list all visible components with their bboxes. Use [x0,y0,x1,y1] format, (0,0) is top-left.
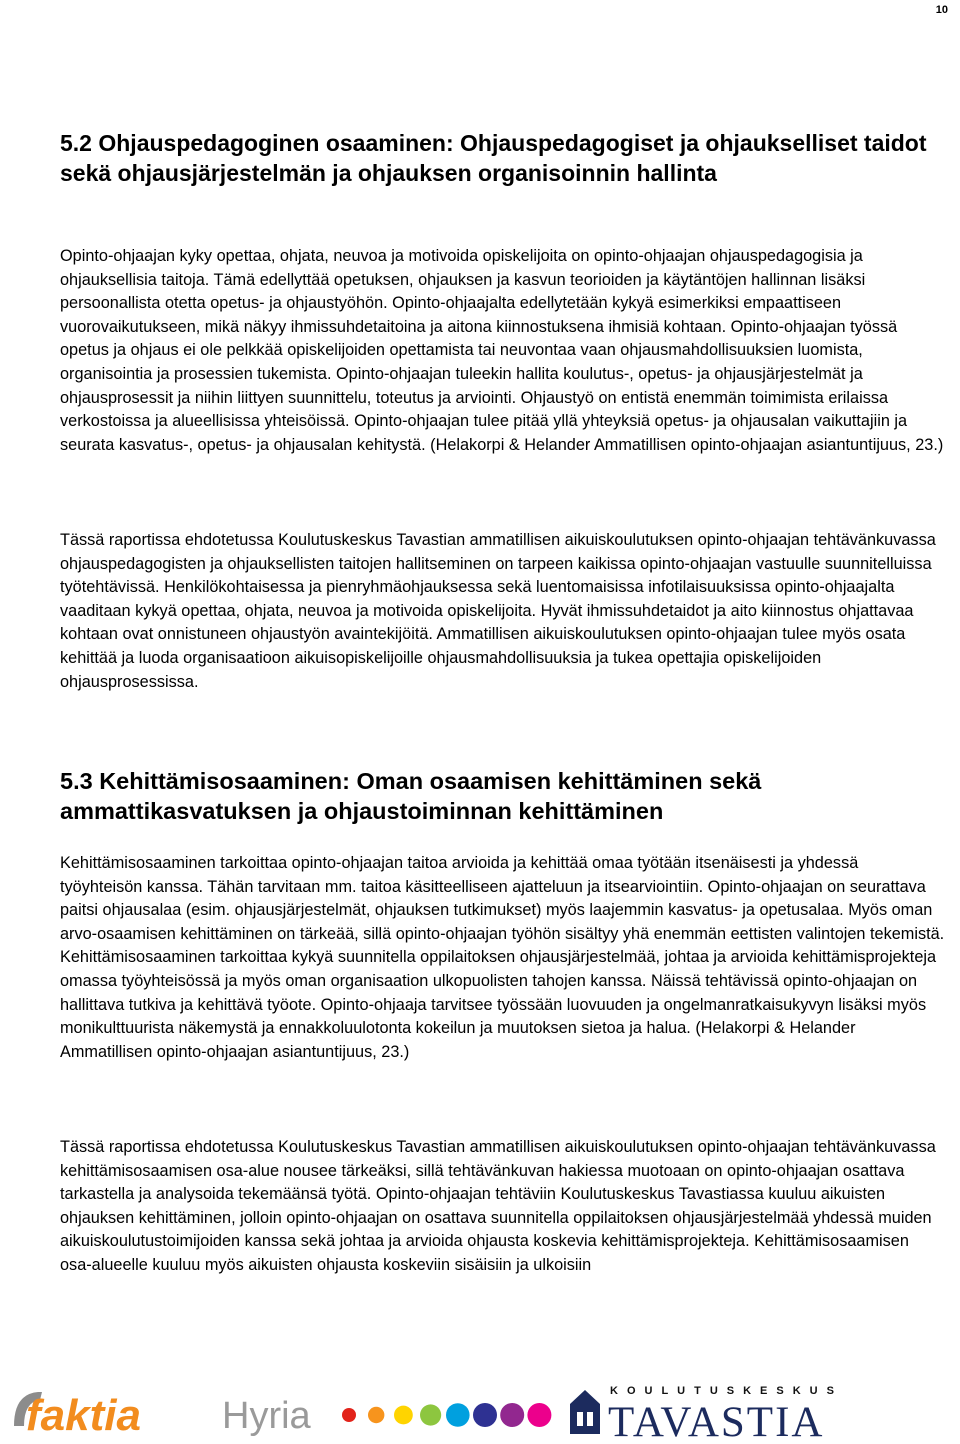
section-heading-5-2: 5.2 Ohjauspedagoginen osaaminen: Ohjauspedagogiset ja ohjaukselliset taidot sekä ohjausjärjestelmän ja ohjauksen organisoinnin hallinta [60,130,927,186]
hyria-dot [394,1406,413,1425]
hyria-wordmark: Hyria [222,1395,311,1437]
paragraph: Tässä raportissa ehdotetussa Koulutuskeskus Tavastian ammatillisen aikuiskoulutuksen opinto-ohjaajan tehtävänkuvassa kehittämisosaamisen osa-alue nousee tärkeäksi, sillä tehtävänkuvan hakiessa muotoaan on opinto-ohjaajan osattava tarkastella ja analysoida tekemäänsä työtä. Opinto-ohjaajan tehtäviin Koulutuskeskus Tavastiassa kuuluu aikuisten ohjauksen kehittäminen, jolloin opinto-ohjaajan on osattava suunnitella oppilaitoksen ohjausjärjestelmää yhdessä muiden aikuiskoulutustoimijoiden kanssa sekä johtaa ja arvioida ohjausta koskevia kehittämisprojekteja. Kehittämisosaamisen osa-alueelle kuuluu myös aikuisten ohjausta koskeviin sisäisiin ja ulkoisiin [60,1138,936,1274]
hyria-dot [342,1408,356,1422]
tavastia-subtitle: KOULUTUSKESKUS [610,1385,843,1397]
hyria-dot [368,1407,384,1423]
hyria-dot [527,1403,551,1427]
faktia-wordmark: faktia [26,1391,141,1436]
hyria-dot [420,1404,441,1425]
tavastia-logo [568,1380,960,1442]
section-heading-5-3: 5.3 Kehittämisosaaminen: Oman osaamisen kehittäminen sekä ammattikasvatuksen ja ohjaustoiminnan kehittäminen [60,768,762,824]
tavastia-wordmark: TAVASTIA [608,1399,825,1442]
hyria-logo [222,1388,552,1438]
hyria-dot [500,1403,524,1427]
hyria-dot [446,1403,470,1427]
paragraph: Kehittämisosaaminen tarkoittaa opinto-ohjaajan taitoa arvioida ja kehittää omaa työtään itsenäisesti ja yhdessä työyhteisön kanssa. Tähän tarvitaan mm. taitoa käsitteelliseen ajatteluun ja itsearviointiin. Opinto-ohjaajan on seurattava paitsi ohjausalaa (esim. ohjausjärjestelmät, ohjauksen tutkimukset) myös laajemmin kasvatus- ja opetusalaa. Myös oman arvo-osaamisen kehittäminen on tärkeää, sillä opinto-ohjaajan työhön sisältyy yhä enemmän eettisten valintojen tekemistä. Kehittämisosaaminen tarkoittaa kykyä suunnitella oppilaitoksen ohjausjärjestelmää, johtaa ja arvioida kehittämisprojekteja omassa työyhteisössä ja myös oman organisaation ulkopuolisten tahojen kanssa. Näissä tehtävissä opinto-ohjaajan on hallittava tutkiva ja kehittävä työote. Opinto-ohjaaja tarvitsee työssään luovuuden ja ongelmanratkaisukyvyn lisäksi myös monikulttuurista näkemystä ja ennakkoluulotonta kokeilun ja muutoksen sietoa ja halua. (Helakorpi & Helander Ammatillisen opinto-ohjaajan asiantuntijuus, 23.) [60,854,945,1061]
hyria-dots [342,1403,551,1427]
page-number: 10 [935,4,948,16]
faktia-logo [8,1386,198,1436]
paragraph: Tässä raportissa ehdotetussa Koulutuskeskus Tavastian ammatillisen aikuiskoulutuksen opinto-ohjaajan tehtävänkuvassa ohjauspedagogisten ja ohjauksellisten taitojen hallitseminen on tarpeen kaikissa opinto-ohjaajan vastuulle suunnitelluissa työtehtävissä. Henkilökohtaisessa ja pienryhmäohjauksessa sekä luentomaisissa infotilaisuuksissa opinto-ohjaajalta vaaditaan kykyä opettaa, ohjata, neuvoa ja motivoida opiskelijoita. Hyvät ihmissuhdetaidot ja aito kiinnostus ohjattavaa kohtaan ovat onnistuneen ohjaustyön avaintekijöitä. Ammatillisen aikuiskoulutuksen opinto-ohjaajan tulee myös osata kehittää ja luoda organisaatioon aikuisopiskelijoille ohjausmahdollisuuksia ja tukea opettajia opiskelijoiden ohjausprosessissa. [60,531,936,691]
hyria-dot [473,1403,497,1427]
paragraph: Opinto-ohjaajan kyky opettaa, ohjata, neuvoa ja motivoida opiskelijoita on opinto-ohjaajan ohjauspedagogisia ja ohjauksellisia taitoja. Tämä edellyttää opetuksen, ohjauksen ja kasvun teorioiden ja käytäntöjen hallinnan lisäksi persoonallista otetta opetus- ja ohjaustyöhön. Opinto-ohjaajalta edellytetään kykyä esimerkiksi empaattiseen vuorovaikutukseen, mikä näkyy ihmissuhdetaitoina ja aitona kiinnostuksena ihmisiä kohtaan. Opinto-ohjaajan työssä opetus ja ohjaus ei ole pelkkää opiskelijoiden opettamista tai neuvontaa vaan ohjausmahdollisuuksien luomista, organisointia ja prosessien tukemista. Opinto-ohjaajan tuleekin hallita koulutus-, opetus- ja ohjausjärjestelmät ja ohjausprosessit ja niihin liittyen suunnittelu, toteutus ja arviointi. Ohjaustyö on entistä enemmän toimimista erilaissa verkostoissa ja alueellisissa yhteisöissä. Opinto-ohjaajan tulee pitää yllä yhteyksiä opetus- ja ohjausalan vaikuttajiin ja seurata kasvatus-, opetus- ja ohjausalan kehitystä. (Helakorpi & Helander Ammatillisen opinto-ohjaajan asiantuntijuus, 23.) [60,247,944,454]
footer-logos [0,1378,960,1444]
